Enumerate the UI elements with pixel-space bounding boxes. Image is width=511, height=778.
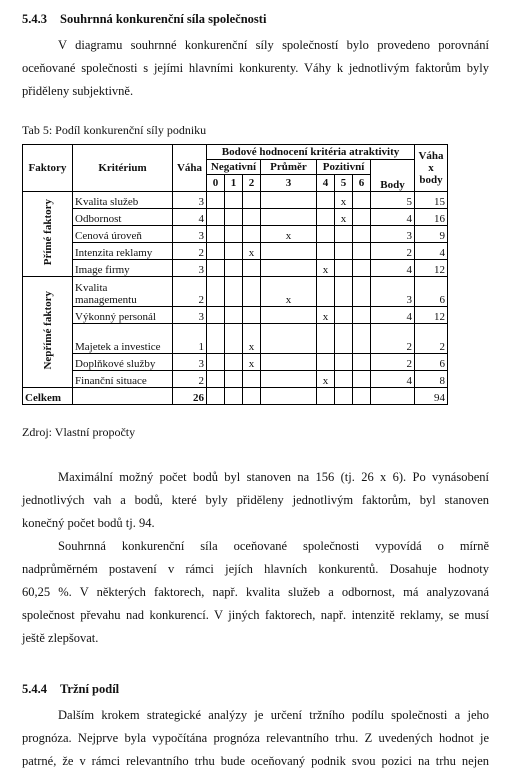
scale-cell-4: x [317, 260, 335, 277]
section-title: Souhrnná konkurenční síla společnosti [60, 12, 267, 26]
paragraph-line: Dalším krokem strategické analýzy je určení tržního podílu společnosti a jeho [58, 708, 489, 722]
total-weight: 26 [173, 388, 207, 405]
points-cell: 2 [371, 354, 415, 371]
scale-6: 6 [353, 175, 371, 192]
section-number: 5.4.3 [22, 12, 47, 26]
criterion-cell: Finanční situace [73, 371, 173, 388]
criterion-cell: Výkonný personál [73, 307, 173, 324]
scale-cell-3 [261, 307, 317, 324]
scale-4: 4 [317, 175, 335, 192]
scale-cell-1 [225, 209, 243, 226]
scale-cell-3: x [261, 277, 317, 307]
table-source: Zdroj: Vlastní propočty [22, 425, 136, 439]
scale-cell-5 [335, 354, 353, 371]
table-row [23, 209, 448, 226]
paragraph-line: přiděleny subjektivně. [22, 84, 134, 98]
table-row [23, 354, 448, 371]
weighted-score-cell: 6 [415, 354, 448, 371]
weight-cell: 3 [173, 192, 207, 209]
header-weight-x-points: Váha x body [415, 145, 448, 192]
paragraph-line: jednotlivých vah a bodů, které byly přiděleny jednotlivým faktorům, byl stanoven [22, 493, 489, 507]
scale-cell-0 [207, 371, 225, 388]
scale-cell-0 [207, 354, 225, 371]
table-row [23, 243, 448, 260]
weighted-score-cell: 4 [415, 243, 448, 260]
scale-cell-6 [353, 277, 371, 307]
weighted-score-cell: 6 [415, 277, 448, 307]
weighted-score-cell: 16 [415, 209, 448, 226]
weighted-score-cell: 15 [415, 192, 448, 209]
points-cell: 2 [371, 324, 415, 354]
scale-cell-2: x [243, 243, 261, 260]
scale-cell-4: x [317, 371, 335, 388]
scale-cell-1 [225, 192, 243, 209]
scale-cell-1 [225, 277, 243, 307]
criterion-cell: Image firmy [73, 260, 173, 277]
weight-cell: 3 [173, 354, 207, 371]
paragraph-line: Souhrnná konkurenční síla oceňované společnosti vypovídá o mírně [58, 539, 489, 553]
table-row [23, 226, 448, 243]
scale-0: 0 [207, 175, 225, 192]
paragraph-line: oceňované společnosti s jejími hlavními konkurenty. Váhy k jednotlivým faktorům byly [22, 61, 489, 75]
scale-cell-6 [353, 324, 371, 354]
factor-group-label: Přímé faktory [23, 192, 73, 277]
weight-cell: 2 [173, 371, 207, 388]
scale-cell-5 [335, 277, 353, 307]
scale-cell-3 [261, 209, 317, 226]
scale-cell-0 [207, 226, 225, 243]
criterion-cell: Kvalita služeb [73, 192, 173, 209]
table-row [23, 371, 448, 388]
scale-cell-4: x [317, 307, 335, 324]
paragraph-line: Maximální možný počet bodů byl stanoven na 156 (tj. 26 x 6). Po vynásobení [58, 470, 489, 484]
total-label: Celkem [23, 388, 73, 405]
scale-cell-2 [243, 209, 261, 226]
header-factors: Faktory [23, 145, 73, 192]
scale-cell-6 [353, 243, 371, 260]
weight-cell: 2 [173, 243, 207, 260]
scale-cell-5 [335, 226, 353, 243]
scale-cell-3 [261, 354, 317, 371]
points-cell: 4 [371, 260, 415, 277]
table-row [23, 277, 448, 307]
scale-cell-6 [353, 192, 371, 209]
scale-cell-2: x [243, 354, 261, 371]
criterion-cell: Cenová úroveň [73, 226, 173, 243]
header-negative: Negativní [207, 160, 261, 175]
scale-cell-5 [335, 307, 353, 324]
scale-cell-2 [243, 192, 261, 209]
criterion-cell: Doplňkové služby [73, 354, 173, 371]
header-weight: Váha [173, 145, 207, 192]
table-row [23, 324, 448, 354]
paragraph-line: prognóza. Nejprve byla vypočítána prognóza relevantního trhu. Z uvedených hodnot je [22, 731, 489, 745]
criterion-cell: Kvalita managementu [73, 277, 173, 307]
points-cell: 4 [371, 371, 415, 388]
weighted-score-cell: 12 [415, 260, 448, 277]
scale-5: 5 [335, 175, 353, 192]
paragraph-line: ještě zlepšovat. [22, 631, 99, 645]
weighted-score-cell: 8 [415, 371, 448, 388]
section-heading-5-4-3 [22, 12, 266, 27]
table-row [23, 307, 448, 324]
scale-cell-4 [317, 324, 335, 354]
criterion-cell: Odbornost [73, 209, 173, 226]
scale-cell-4 [317, 192, 335, 209]
scale-cell-3 [261, 192, 317, 209]
points-cell: 3 [371, 277, 415, 307]
points-cell: 4 [371, 209, 415, 226]
scale-cell-6 [353, 307, 371, 324]
paragraph-line: nadprůměrném postavení v rámci jejích hlavních konkurentů. Dosahuje hodnoty [22, 562, 489, 576]
scale-cell-5 [335, 371, 353, 388]
paragraph-intro [22, 34, 489, 103]
weight-cell: 3 [173, 307, 207, 324]
points-cell: 3 [371, 226, 415, 243]
points-cell: 2 [371, 243, 415, 260]
scale-cell-3: x [261, 226, 317, 243]
table-caption: Tab 5: Podíl konkurenční síly podniku [22, 123, 207, 137]
weighted-score-cell: 2 [415, 324, 448, 354]
scale-cell-3 [261, 324, 317, 354]
table-row [23, 260, 448, 277]
scale-cell-4 [317, 226, 335, 243]
section-heading-5-4-4 [22, 682, 119, 697]
scale-cell-2 [243, 371, 261, 388]
scale-cell-6 [353, 226, 371, 243]
weight-cell: 1 [173, 324, 207, 354]
paragraph-market-share [22, 704, 489, 773]
weight-cell: 4 [173, 209, 207, 226]
section-title: Tržní podíl [60, 682, 120, 696]
scale-1: 1 [225, 175, 243, 192]
scale-cell-5 [335, 324, 353, 354]
header-positive: Pozitivní [317, 160, 371, 175]
scale-cell-6 [353, 371, 371, 388]
header-average: Průměr [261, 160, 317, 175]
weight-cell: 2 [173, 277, 207, 307]
scale-cell-1 [225, 307, 243, 324]
scale-cell-4 [317, 277, 335, 307]
scale-2: 2 [243, 175, 261, 192]
points-cell: 5 [371, 192, 415, 209]
header-criterion: Kritérium [73, 145, 173, 192]
scale-cell-5 [335, 260, 353, 277]
scale-cell-2: x [243, 324, 261, 354]
header-points: Body [371, 160, 415, 192]
points-cell: 4 [371, 307, 415, 324]
criterion-cell: Intenzita reklamy [73, 243, 173, 260]
scale-cell-2 [243, 260, 261, 277]
scale-cell-1 [225, 371, 243, 388]
scale-cell-3 [261, 243, 317, 260]
section-number: 5.4.4 [22, 682, 47, 696]
weight-cell: 3 [173, 260, 207, 277]
paragraph-line: patrné, že v rámci relevantního trhu bude oceňovaný podnik svou pozici na trhu nejen [22, 754, 489, 768]
paragraph-max-points [22, 466, 489, 535]
scale-cell-0 [207, 243, 225, 260]
competitive-strength-table [22, 144, 448, 405]
scale-cell-5 [335, 243, 353, 260]
scale-cell-0 [207, 324, 225, 354]
scale-cell-5: x [335, 192, 353, 209]
header-rating: Bodové hodnocení kritéria atraktivity [207, 145, 415, 160]
scale-cell-1 [225, 226, 243, 243]
scale-cell-4 [317, 243, 335, 260]
scale-3: 3 [261, 175, 317, 192]
total-criterion-cell [73, 388, 173, 405]
scale-cell-6 [353, 354, 371, 371]
scale-cell-1 [225, 243, 243, 260]
paragraph-line: konečný počet bodů tj. 94. [22, 516, 155, 530]
scale-cell-5: x [335, 209, 353, 226]
paragraph-line: 60,25 %. V některých faktorech, např. kvalita služeb a odbornost, má analyzovaná [22, 585, 489, 599]
scale-cell-0 [207, 260, 225, 277]
scale-cell-0 [207, 192, 225, 209]
scale-cell-2 [243, 277, 261, 307]
factor-group-label: Nepřímé faktory [23, 277, 73, 388]
scale-cell-6 [353, 209, 371, 226]
scale-cell-2 [243, 226, 261, 243]
scale-cell-1 [225, 324, 243, 354]
scale-cell-3 [261, 260, 317, 277]
scale-cell-0 [207, 209, 225, 226]
criterion-cell: Majetek a investice [73, 324, 173, 354]
paragraph-line: V diagramu souhrnné konkurenční síly společností bylo provedeno porovnání [58, 38, 489, 52]
scale-cell-6 [353, 260, 371, 277]
scale-cell-1 [225, 260, 243, 277]
total-score: 94 [415, 388, 448, 405]
scale-cell-1 [225, 354, 243, 371]
weight-cell: 3 [173, 226, 207, 243]
scale-cell-2 [243, 307, 261, 324]
paragraph-summary [22, 535, 489, 650]
weighted-score-cell: 12 [415, 307, 448, 324]
scale-cell-3 [261, 371, 317, 388]
weighted-score-cell: 9 [415, 226, 448, 243]
scale-cell-4 [317, 209, 335, 226]
scale-cell-0 [207, 307, 225, 324]
table-row [23, 192, 448, 209]
paragraph-line: společnost převahu nad konkurencí. V jiných faktorech, např. intenzitě reklamy, se musí [22, 608, 489, 622]
scale-cell-4 [317, 354, 335, 371]
scale-cell-0 [207, 277, 225, 307]
